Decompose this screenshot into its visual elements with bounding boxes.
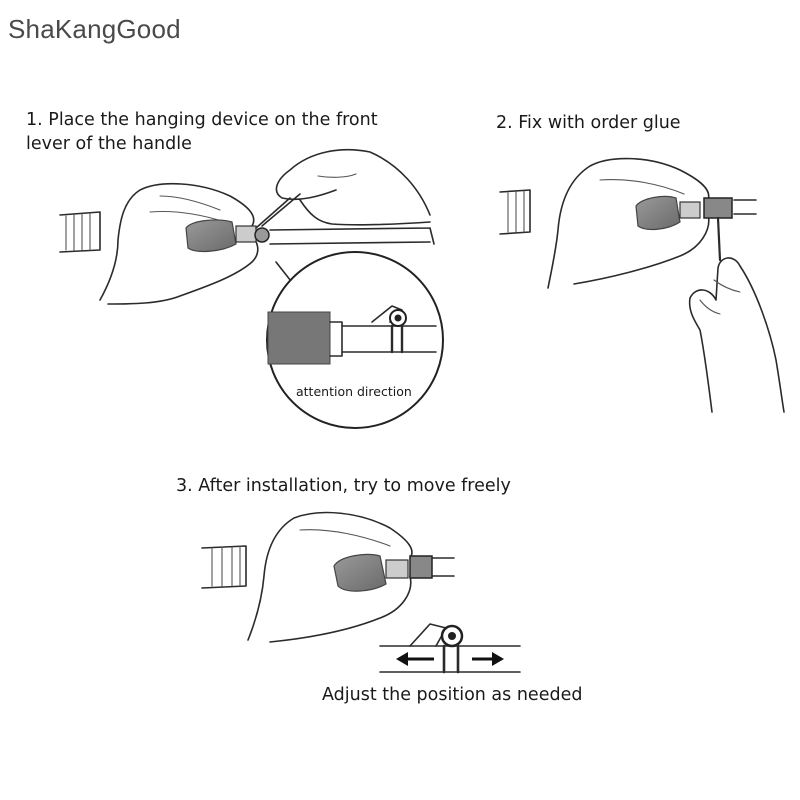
brand-watermark: ShaKangGood bbox=[8, 14, 181, 44]
step2-hook-keeper bbox=[704, 198, 732, 218]
step2-caption: 2. Fix with order glue bbox=[496, 113, 681, 133]
adjust-caption: Adjust the position as needed bbox=[322, 685, 583, 705]
step1-grip bbox=[186, 220, 236, 251]
step2-right-hand bbox=[690, 258, 784, 412]
step1-hook-keeper bbox=[255, 228, 269, 242]
step1-caption-line1: 1. Place the hanging device on the front bbox=[26, 110, 378, 130]
step3-caption: 3. After installation, try to move freely bbox=[176, 476, 511, 496]
step2-grip bbox=[636, 196, 680, 229]
step3-grip bbox=[334, 554, 386, 591]
step2-reel-seat bbox=[680, 202, 700, 218]
step3-adjust-detail bbox=[380, 624, 520, 672]
step2-glue-wire bbox=[718, 218, 720, 260]
step3-illustration bbox=[202, 513, 520, 672]
step1-caption-line2: lever of the handle bbox=[26, 134, 192, 154]
step1-tweezers bbox=[256, 194, 300, 228]
step3-hook-keeper bbox=[410, 556, 432, 578]
step3-reel-seat bbox=[386, 560, 408, 578]
step1-right-hand bbox=[276, 150, 430, 225]
step1-reel-seat bbox=[236, 226, 256, 242]
step2-left-hand bbox=[548, 159, 709, 288]
step2-illustration bbox=[500, 159, 784, 412]
callout-label: attention direction bbox=[296, 384, 412, 399]
